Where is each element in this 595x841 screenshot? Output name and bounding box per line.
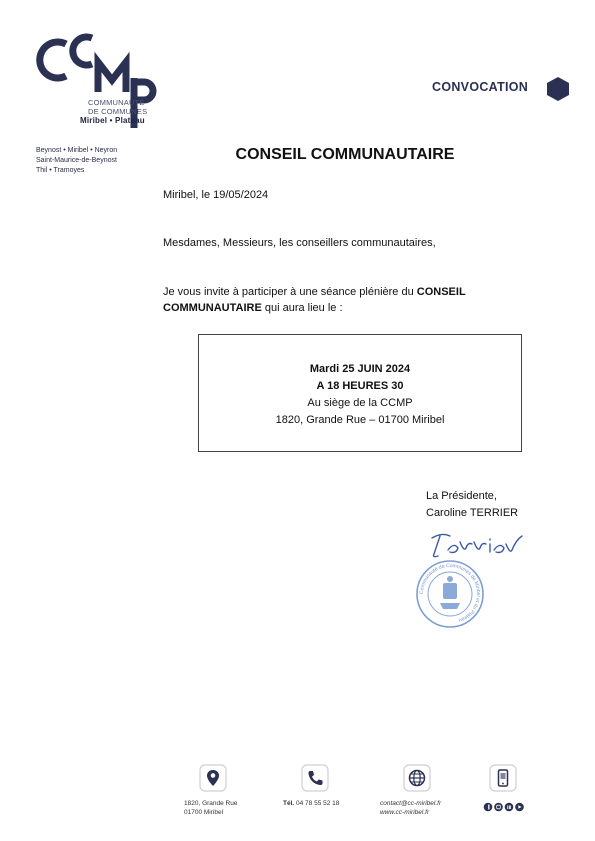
svg-text:Communauté de Communes de Miri: Communauté de Communes de Miribel et du Plateau: [418, 562, 482, 624]
phone-icon: [300, 763, 330, 793]
location-pin-icon: [198, 763, 228, 793]
place-date: Miribel, le 19/05/2024: [163, 189, 269, 201]
invite-suffix: qui aura lieu le :: [261, 302, 343, 314]
invite-bold-1: CONSEIL: [416, 286, 466, 298]
globe-icon: [402, 763, 432, 793]
footer-contact: [380, 800, 475, 817]
footer-website: www.cc-miribel.fr: [380, 808, 430, 816]
instagram-icon: [494, 803, 503, 812]
logo-line2: DE COMMUNES: [88, 107, 148, 116]
footer-phone: [283, 800, 373, 809]
footer-address-line1: 1820, Grande Rue: [184, 800, 238, 807]
meeting-time: A 18 HEURES 30: [316, 380, 404, 392]
footer-phone-label: Tél.: [283, 800, 295, 807]
meeting-details-box: [198, 334, 522, 452]
social-icons: [483, 799, 525, 817]
meeting-address: 1820, Grande Rue – 01700 Miribel: [275, 414, 445, 426]
convocation-badge: CONVOCATION: [432, 80, 529, 94]
logo-line3: Miribel • Plateau: [80, 116, 145, 125]
footer-phone-number: 04 78 55 52 18: [296, 800, 340, 807]
invitation-paragraph: [163, 284, 543, 316]
invite-bold-2: COMMUNAUTAIRE: [163, 302, 262, 314]
handwritten-signature: [428, 528, 523, 560]
official-stamp: [415, 559, 485, 629]
communes-line2: Saint-Maurice-de-Beynost: [36, 157, 117, 164]
facebook-icon: [484, 803, 493, 812]
footer-address-line2: 01700 Miribel: [184, 808, 224, 816]
signatory-role: La Présidente,: [426, 490, 497, 502]
page-title: CONSEIL COMMUNAUTAIRE: [235, 146, 455, 163]
social-icons-row: [483, 802, 525, 812]
communes-line3: Thil • Tramoyes: [36, 167, 85, 174]
mobile-app-icon: [488, 763, 518, 793]
footer-email: contact@cc-miribel.fr: [380, 800, 442, 807]
ccmp-logo: [30, 30, 160, 135]
meeting-place: Au siège de la CCMP: [307, 397, 413, 409]
invite-prefix: Je vous invite à participer à une séance plénière du: [163, 286, 417, 298]
meeting-date: Mardi 25 JUIN 2024: [309, 363, 411, 375]
footer-address: [184, 800, 254, 817]
salutation: Mesdames, Messieurs, les conseillers communautaires,: [163, 237, 436, 249]
hexagon-icon: [547, 77, 569, 101]
logo-line1: COMMUNAUTÉ: [88, 98, 145, 107]
signatory-name: Caroline TERRIER: [426, 507, 519, 519]
linkedin-icon: [505, 803, 514, 812]
communes-line1: Beynost • Miribel • Neyron: [36, 147, 118, 154]
